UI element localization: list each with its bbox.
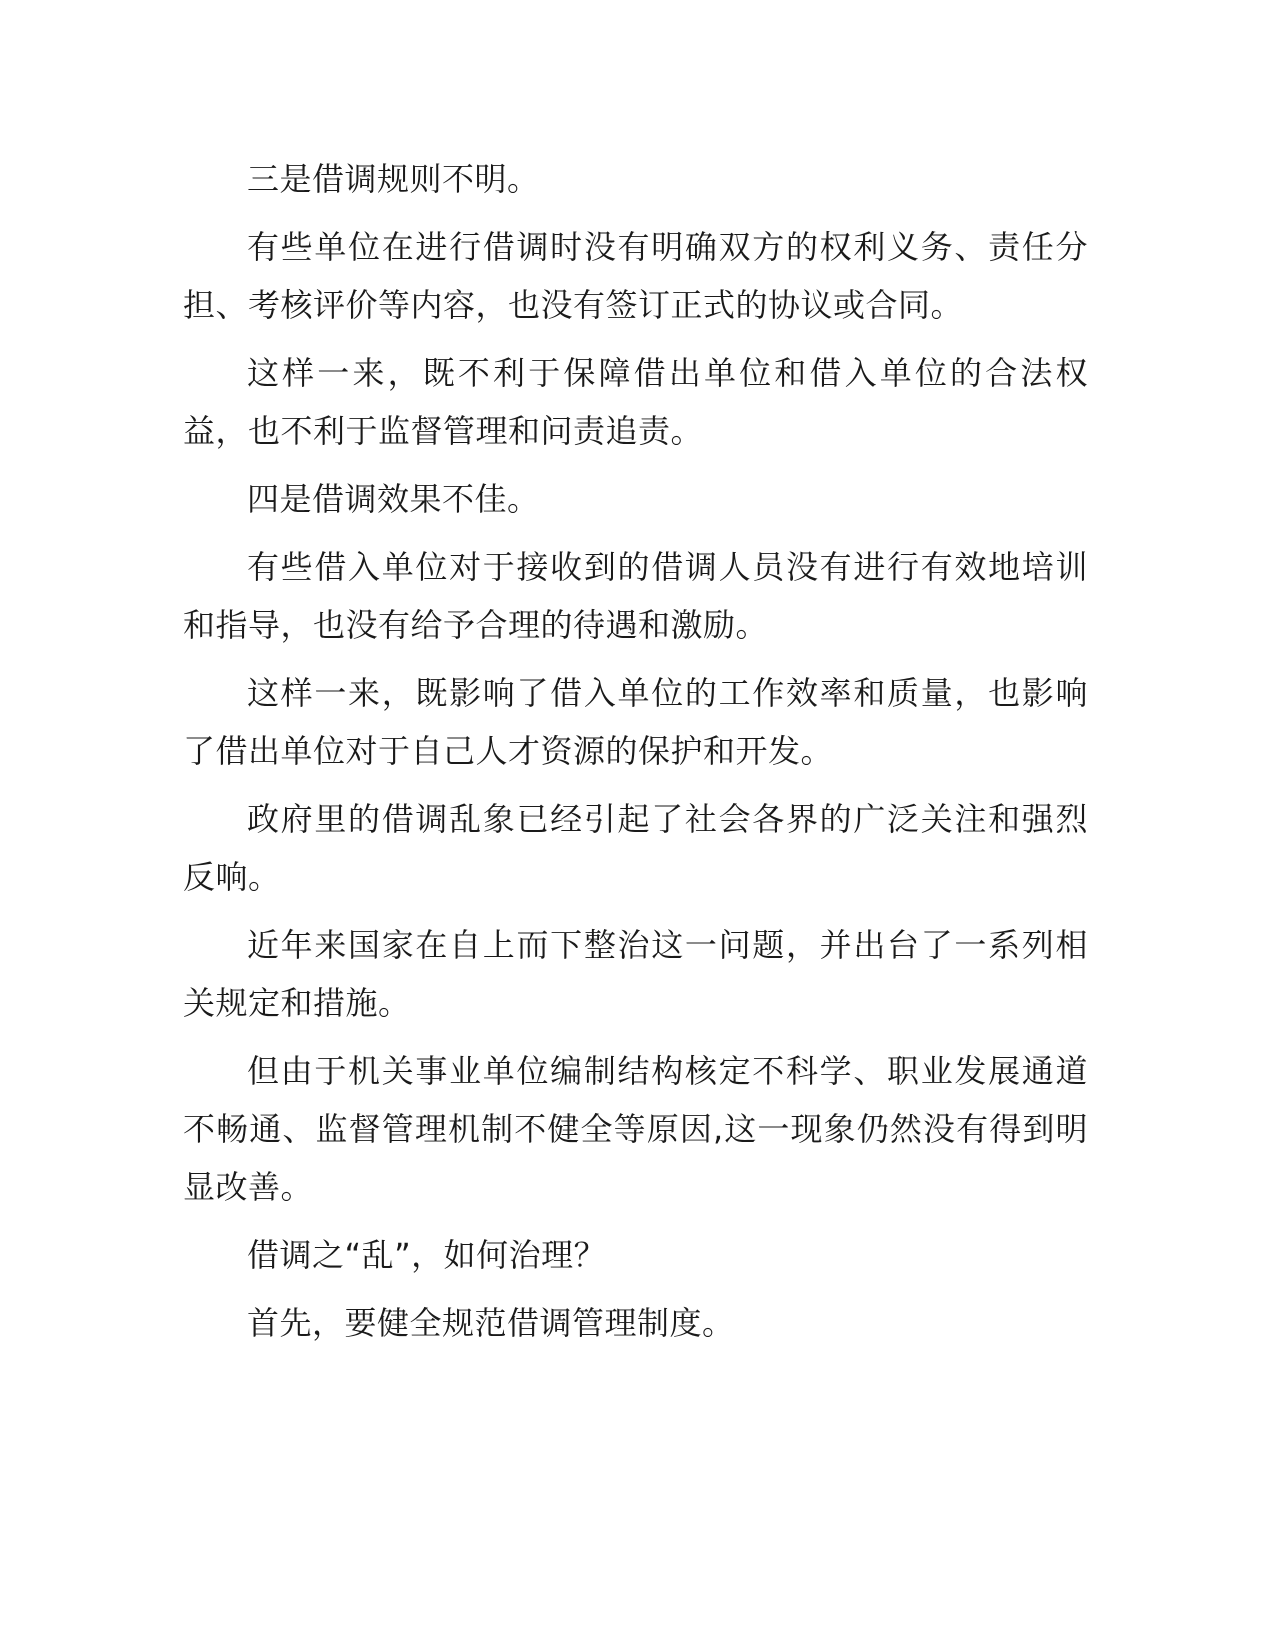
paragraph: 近年来国家在自上而下整治这一问题，并出台了一系列相关规定和措施。 [183, 926, 1088, 1022]
paragraph-heading-poor-results: 四是借调效果不佳。 [247, 480, 540, 518]
paragraph: 首先，要健全规范借调管理制度。 [247, 1304, 735, 1342]
paragraph: 这样一来，既影响了借入单位的工作效率和质量，也影响了借出单位对于自己人才资源的保护和开发。 [183, 674, 1088, 770]
paragraph: 但由于机关事业单位编制结构核定不科学、职业发展通道不畅通、监督管理机制不健全等原因,这一现象仍然没有得到明显改善。 [183, 1052, 1088, 1206]
paragraph: 有些单位在进行借调时没有明确双方的权利义务、责任分担、考核评价等内容，也没有签订正式的协议或合同。 [183, 228, 1088, 324]
paragraph: 政府里的借调乱象已经引起了社会各界的广泛关注和强烈反响。 [183, 800, 1088, 896]
document-body [183, 150, 1088, 1362]
paragraph-heading-rules-unclear: 三是借调规则不明。 [247, 160, 540, 198]
paragraph-question: 借调之“乱”，如何治理？ [247, 1236, 607, 1274]
paragraph: 有些借入单位对于接收到的借调人员没有进行有效地培训和指导，也没有给予合理的待遇和激励。 [183, 548, 1088, 644]
paragraph: 这样一来，既不利于保障借出单位和借入单位的合法权益，也不利于监督管理和问责追责。 [183, 354, 1088, 450]
